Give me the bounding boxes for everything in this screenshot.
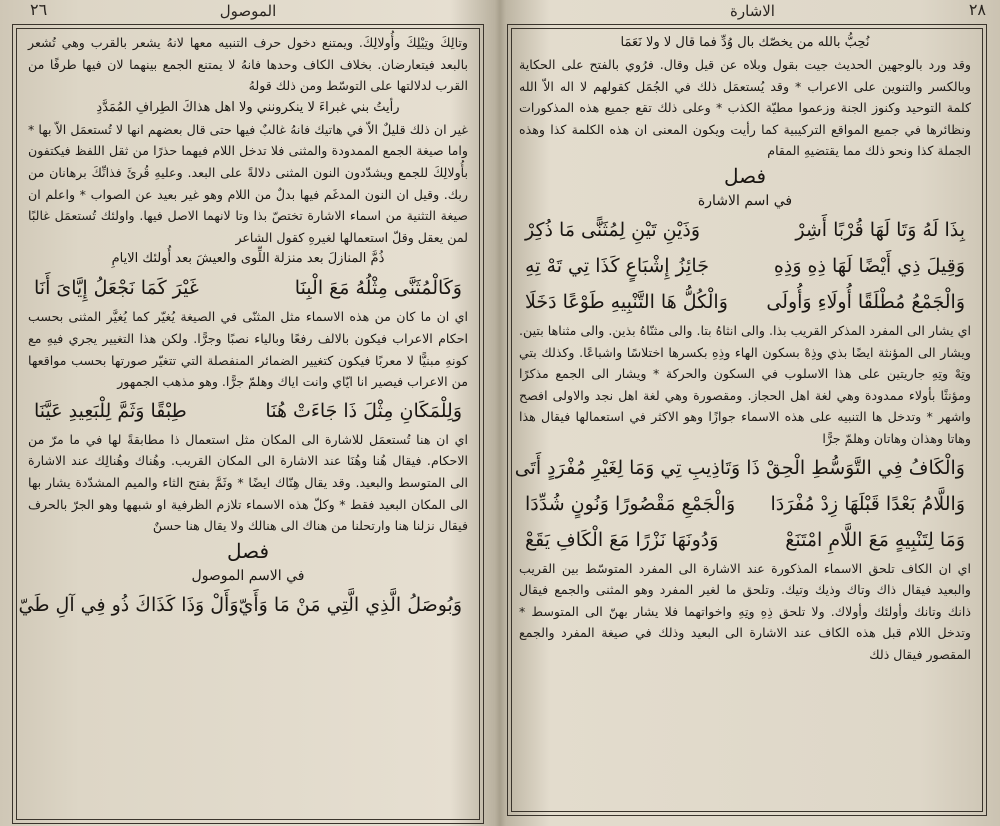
- verse-hemistich: وَالْكَافُ فِي التَّوَسُّطِ الْحِقْ ذَا وَتَا: [719, 456, 965, 479]
- right-running-head: الاشارة: [730, 2, 775, 20]
- right-verse-4: [514, 450, 971, 486]
- verse-hemistich: وَلِلْمَكَانِ مِثْلَ ذَا جَاءَتْ هُنَا: [265, 399, 462, 422]
- left-verse-3: [18, 587, 468, 623]
- right-section-heading: فصل: [723, 163, 767, 188]
- verse-hemistich: وَالْجَمْعُ مُطْلَقًا أُولَاءِ وَأُولَى: [766, 290, 965, 313]
- left-paragraph-2: غير ان ذلك قليلٌ الاّ في هاتيك فانهُ غالبٌ فيها حتى قال بعضهم انها لا تُستعمَل الاّ بها * واما صيغة الجمع الممدودة والمثنى فلا تدخل اللام فيهما حذرًا من ثقل اللفظ فيكتفون بأُولالِكَ للجمع ويشدّدون النون المثنى دلالةً على البعد. وعليهِ قُرئَ فذانِّكَ برهانان من ربك. وقيل ان النون المدغَم فيها بدلٌ من اللام وهو غير بعيد عن الصواب * واعلم ان صيغة التثنية من اسماء الاشارة تختصّ بذا وتا لانهما الاصل فيها. واولئك تُستعمَل غالبًا لمن يعقل وقلّ استعمالها لغيرهِ كقول الشاعر: [28, 121, 468, 245]
- right-text-block: [514, 32, 971, 666]
- left-poem-line-1: رأيتُ بني غبراءَ لا ينكرونني ولا اهل هذاكَ الطِرافِ المُمَدَّدِ: [96, 99, 400, 115]
- right-poem-line-1: نُحِبُّ بالله من يخصّك بال وُدِّ فما قال لا ولا نَعَمَا: [620, 35, 870, 50]
- verse-hemistich: وَدُونَهَا نَزْرًا مَعَ الْكَافِ يَقَعْ: [525, 528, 719, 551]
- left-verse-1: [28, 270, 468, 306]
- right-section-subheading: في اسم الاشارة: [697, 192, 793, 209]
- verse-hemistich: وَأَلْ وَذَا كَذَاكَ ذُو فِي آلِ طَيّ: [18, 593, 239, 616]
- verse-hemistich: وَمَا لِتَنْبِيهٍ مَعَ اللَّامِ امْتَنَعْ: [785, 528, 965, 551]
- right-paragraph-3: اي ان الكاف تلحق الاسماء المذكورة عند الاشارة الى المفرد المتوسّط بين القريب والبعيد فيقال ذاك وتاك وذيك وتيك. وتلحق ما لغير المفرد وهو المثنى والجمع فيقال ذانك وتانك وأولئك وأولاك. ولا تلحق ذِهِ وتِهِ واخواتهما فلا يشار بهنّ الى المتوسط * وتدخل اللام قبل هذه الكاف عند الاشارة الى البعيد وذلك في صيغة المفرد والجمع المقصور فيقال ذلك: [519, 560, 971, 662]
- left-section-subheading: في الاسم الموصول: [191, 567, 305, 584]
- right-verse-5: [519, 486, 971, 522]
- verse-hemistich: ذِيبِ تِي وَمَا لِغَيْرِ مُفْرَدٍ أَتَى: [514, 456, 720, 479]
- verse-hemistich: وَبُوصَلُ الَّذِي الَّتِي مَنْ مَا وَأَيّ: [238, 593, 462, 616]
- right-paragraph-1: وقد ورد بالوجهين الحديث جيت بقول وبلاه عن قيل وقال. فرُوي بالفتح على الحكاية وبالكسر والتنوين على الاعراب * وقد يُستعمَل ذلك في الجُمَل كقولهم لا اله الاّ الله كلمة التوحيد وكنوز الجنة وزعموا مطيّة الكذب * وعلى ذلك تقع جميع هذه المذكورات ونظائرها في جميع المواقع التركيبية كما رأيت ويكون المعنى ان هذه الكلمة كذا وهذه الجملة كذا ونحو ذلك مما يقتضيهِ المقام: [519, 57, 971, 159]
- verse-hemistich: وَاللَّامُ بَعْدًا قَبْلَهَا زِدْ مُفْرَدَا: [770, 492, 965, 515]
- verse-hemistich: وَذَيْنِ تَيْنِ لِمُثَنًّى مَا ذُكِرْ: [525, 218, 701, 241]
- right-page-number: ٢٨: [968, 0, 986, 19]
- left-paragraph-3: اي ان ما كان من هذه الاسماء مثل المثنّى في الصيغة يُغيّر كما يُغيَّر المثنى بحسب احكام الاعراب فيكون بالالف رفعًا وبالياء نصبًا وجرًّا. ولكن هذا التغيير يجري فيهِ مع كونهِ مبنيًّا لا معربًا فيكون كتغيير الضمائر المنفصلة التي تتغيّر صورتها بحسب مواقعها من الاعراب فيصير انا ايّاي وانت اياك وهلمّ جرًّا. وهو مذهب الجمهور: [28, 309, 468, 390]
- left-section-heading: فصل: [226, 538, 270, 563]
- right-page: [505, 0, 1000, 826]
- verse-hemistich: وَالْجَمْعِ مَقْصُورًا وَنُونٍ شُدِّدَا: [525, 492, 736, 515]
- verse-hemistich: وَكَالْمُثَنَّى مِثْلُهُ مَعَ الْبِنَا: [294, 277, 462, 300]
- left-paragraph-1: وتالِكَ وتِيْلِكَ وأُولالِكَ. ويمتنع دخول حرف التنبيه معها لانهُ يشعر بالقرب وهي تُشعر بالبعد فيتعارضان. بخلاف الكاف وحدها فانهُ لا يمتنع الجمع بينهما لان فيها طرفًا من القرب لدلالتها على التوسّط ومن ذلك قولهُ: [28, 35, 468, 94]
- left-paragraph-4: اي ان هنا تُستعمَل للاشارة الى المكان مثل استعمال ذا مطابقةً لها في ما مرّ من الاحكام. فيقال هُنا وهُنَا عند الاشارة الى المكان القريب. وهُناك وهُنالِك عند الاشارة الى المتوسط والبعيد. وقد يقال هِنّاك ايضًا * وثَمَّ بفتح الثاء والميم المشدّدة يشار بها الى المكان البعيد فقط * وكلّ هذه الاسماء تلازم الظرفية او شبهها وهو الجرّ بالحرف فيقال نزلنا هنا وارتحلنا من هناك الى هنالك ولا يقال هنا حسنٌ: [28, 431, 468, 534]
- right-paragraph-2: اي يشار الى المفرد المذكر القريب بذا. والى انثاهُ بتا. والى مثنّاهُ بذين. والى مثناها بتين. ويشار الى المؤنثة ايضًا بذي وذِهْ بسكون الهاء وذِهِ بكسرها اختلاسًا واشباعًا. وكذلك بتي وتِهْ وتِهِ جاريتين على هذا الاسلوب في السكون والحركة * ويشار الى الجمع مذكرًا ومؤنثًا بأولاء ممدودة وهي لغة اهل الحجاز. ومقصورة وهي لغة اهل نجد والاولى افصح واشهر * وتدخل ها التنبيه على هذه الاسماء جوازًا وهو الاكثر في استعمالها فيقال هذا وهاتا وهذان وهاتان وهلمّ جرًّا: [519, 322, 971, 446]
- left-verse-2: [28, 393, 468, 429]
- verse-hemistich: وَالْكُلُّ هَا التَّنْبِيهِ طَوْعًا دَخَلَا: [525, 290, 728, 313]
- verse-hemistich: جَائِزُ إِشْبَاعٍ كَذَا تِي تَهْ تِهِ: [525, 254, 709, 277]
- left-page-number: ٢٦: [30, 0, 48, 19]
- left-text-block: [18, 32, 468, 623]
- left-poem-line-2: ذُمَّ المنازلَ بعد منزلة اللِّوى والعيشَ بعد أُولئك الايامِ: [111, 251, 385, 267]
- verse-hemistich: بِذَا لَهُ وَتَا لَهَا قُرْبًا أَشِرْ: [795, 218, 965, 241]
- left-running-head: الموصول: [219, 2, 277, 20]
- verse-hemistich: غَيْرَ كَمَا نَجْعَلُ إِيَّاىَ أَنَا: [34, 277, 199, 300]
- right-verse-2: [519, 248, 971, 284]
- verse-hemistich: طِبْقًا وَثَمَّ لِلْبَعِيدِ عَيَّنَا: [34, 399, 187, 422]
- right-verse-6: [519, 522, 971, 558]
- verse-hemistich: وَقِيلَ ذِي أَيْضًا لَهَا ذِهِ وَذِهِ: [773, 254, 965, 277]
- right-verse-1: [519, 212, 971, 248]
- left-page: [0, 0, 496, 826]
- right-verse-3: [519, 284, 971, 320]
